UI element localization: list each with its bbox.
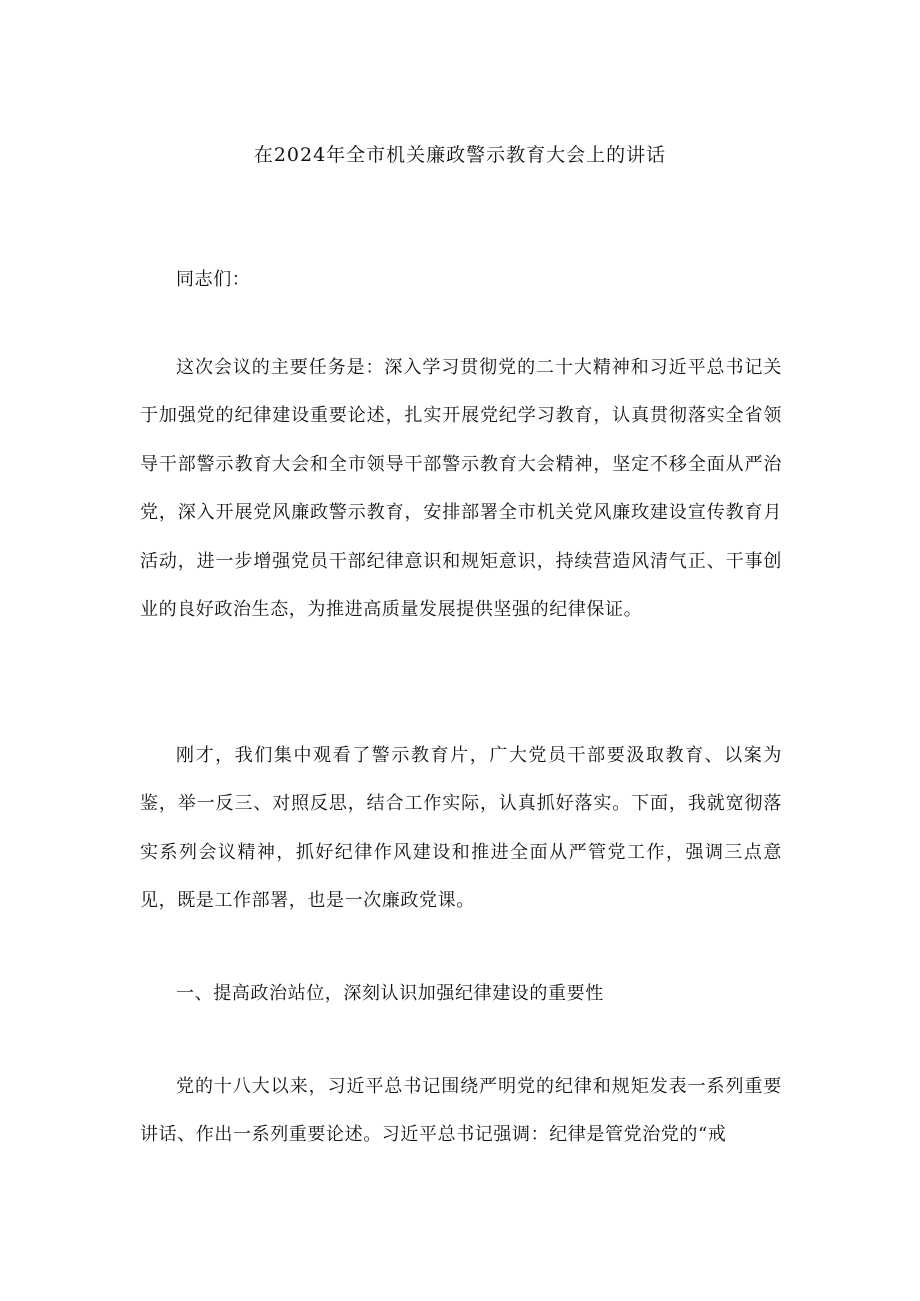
section-heading-1: 一、提高政治站位，深刻认识加强纪律建设的重要性 <box>176 983 604 1004</box>
document-title: 在2024年全市机关廉政警示教育大会上的讲话 <box>253 144 667 166</box>
paragraph-eighteenth-congress: 党的十八大以来，习近平总书记围绕严明党的纪律和规矩发表一系列重要讲话、作出一系列重要论述。习近平总书记强调：纪律是管党治党的“戒 <box>140 1076 782 1146</box>
paragraph-warning-film: 刚才，我们集中观看了警示教育片，广大党员干部要汲取教育、以案为鉴，举一反三、对照反思，结合工作实际，认真抓好落实。下面，我就宽彻落实系列会议精神，抓好纪律作风建设和推进全面从严管党工作，强调三点意见，既是工作部署，也是一次廉政党课。 <box>140 745 782 912</box>
salutation: 同志们： <box>176 269 251 290</box>
paragraph-meeting-tasks: 这次会议的主要任务是：深入学习贯彻党的二十大精神和习近平总书记关于加强党的纪律建设重要论述，扎实开展党纪学习教育，认真贯彻落实全省领导干部警示教育大会和全市领导干部警示教育大会精神，坚定不移全面从严治党，深入开展党风廉政警示教育，安排部署全市机关党风廉玫建设宣传教育月活动，进一步增强党员干部纪律意识和规矩意识，持续营造风清气正、干事创业的良好政治生态，为推进高质量发展提供坚强的纪律保证。 <box>140 357 782 621</box>
